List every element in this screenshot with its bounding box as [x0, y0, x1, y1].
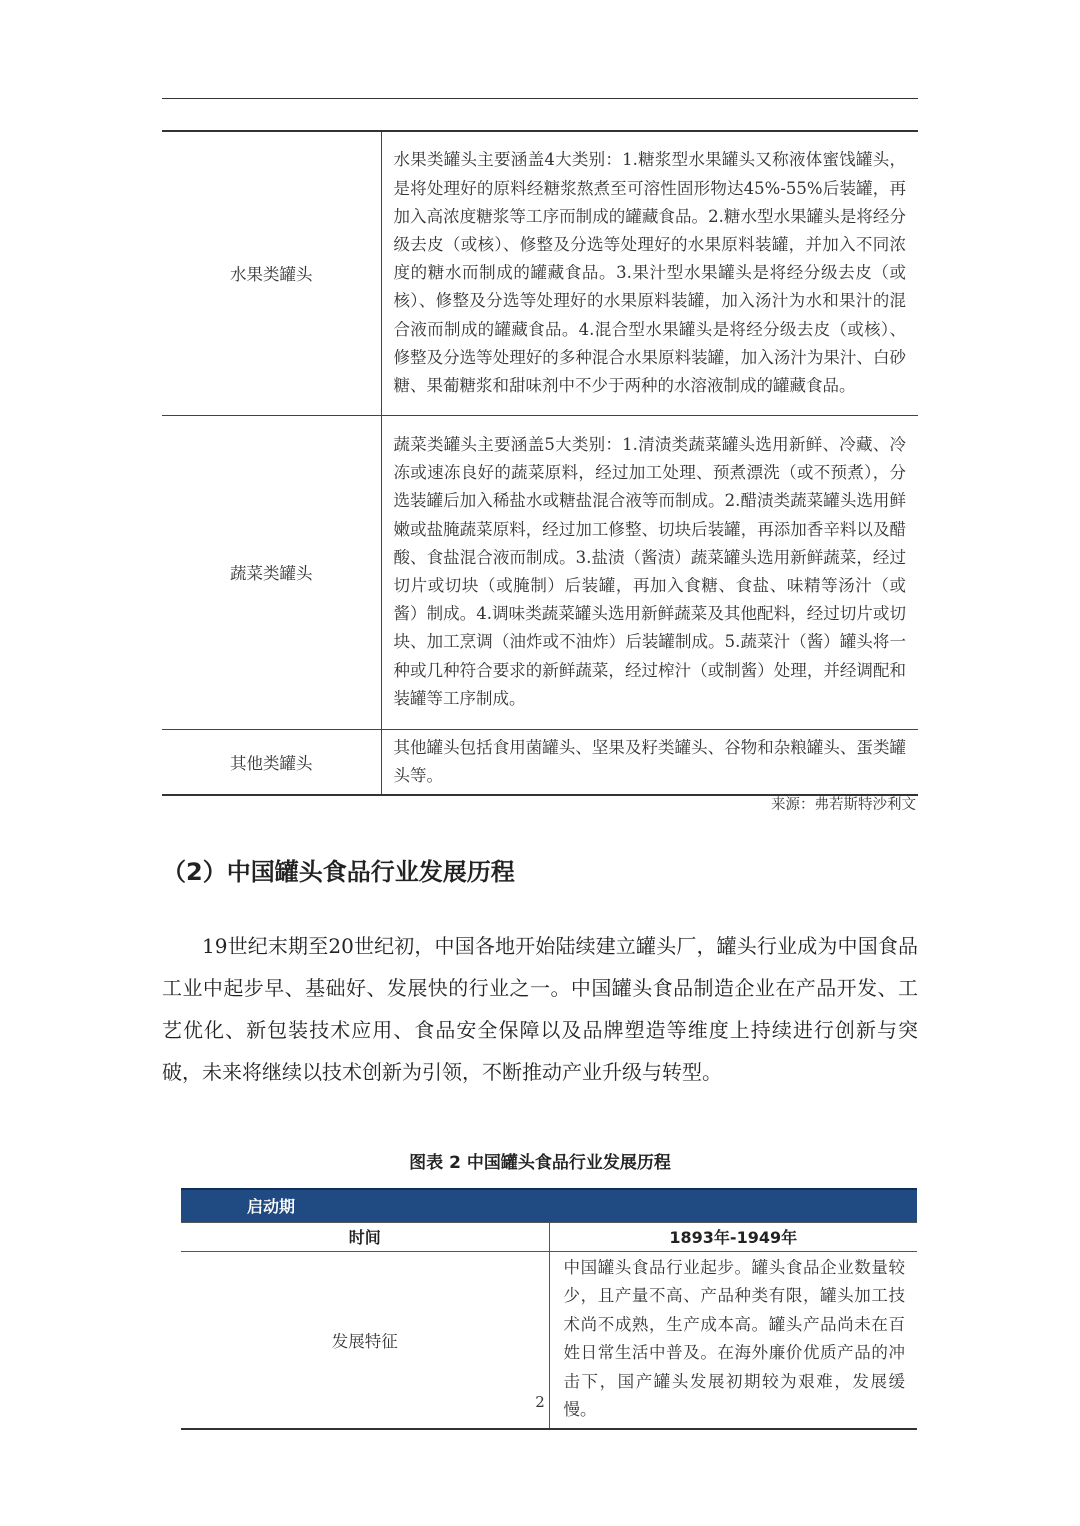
time-label: 时间: [181, 1222, 549, 1251]
category-cell: 其他类罐头: [162, 729, 381, 795]
table-source: 来源：弗若斯特沙利文: [771, 797, 916, 813]
page-number: 2: [535, 1393, 545, 1411]
time-value: 1893年-1949年: [549, 1222, 917, 1251]
header-rule: [162, 98, 918, 99]
description-cell: 蔬菜类罐头主要涵盖5大类别：1.清渍类蔬菜罐头选用新鲜、冷藏、冷冻或速冻良好的蔬菜原料，经过加工处理、预煮漂洗（或不预煮），分选装罐后加入稀盐水或糖盐混合液等而制成。2.醋渍类蔬菜罐头选用鲜嫩或盐腌蔬菜原料，经过加工修整、切块后装罐，再添加香辛料以及醋酸、食盐混合液而制成。3.盐渍（酱渍）蔬菜罐头选用新鲜蔬菜，经过切片或切块（或腌制）后装罐，再加入食糖、食盐、味精等汤汁（或酱）制成。4.调味类蔬菜罐头选用新鲜蔬菜及其他配料，经过切片或切块、加工烹调（油炸或不油炸）后装罐制成。5.蔬菜汁（酱）罐头将一种或几种符合要求的新鲜蔬菜，经过榨汁（或制酱）处理，并经调配和装罐等工序制成。: [381, 415, 918, 729]
table-row: [162, 415, 918, 729]
figure-caption: 图表 2 中国罐头食品行业发展历程: [409, 1153, 671, 1173]
section-heading: （2）中国罐头食品行业发展历程: [162, 858, 515, 886]
description-cell: 水果类罐头主要涵盖4大类别：1.糖浆型水果罐头又称液体蜜饯罐头，是将处理好的原料经糖浆熬煮至可溶性固形物达45%-55%后装罐，再加入高浓度糖浆等工序而制成的罐藏食品。2.糖水型水果罐头是将经分级去皮（或核）、修整及分选等处理好的水果原料装罐，并加入不同浓度的糖水而制成的罐藏食品。3.果汁型水果罐头是将经分级去皮（或核）、修整及分选等处理好的水果原料装罐，加入汤汁为水和果汁的混合液而制成的罐藏食品。4.混合型水果罐头是将经分级去皮（或核）、修整及分选等处理好的多种混合水果原料装罐，加入汤汁为果汁、白砂糖、果葡糖浆和甜味剂中不少于两种的水溶液制成的罐藏食品。: [381, 131, 918, 415]
table-row: [162, 729, 918, 795]
table-row: [162, 131, 918, 415]
feature-value: 中国罐头食品行业起步。罐头食品企业数量较少，且产量不高、产品种类有限，罐头加工技术尚不成熟，生产成本高。罐头产品尚未在百姓日常生活中普及。在海外廉价优质产品的冲击下，国产罐头发展初期较为艰难，发展缓慢。: [549, 1251, 917, 1429]
category-cell: 蔬菜类罐头: [162, 415, 381, 729]
canned-types-table: [162, 130, 918, 796]
description-cell: 其他罐头包括食用菌罐头、坚果及籽类罐头、谷物和杂粮罐头、蛋类罐头等。: [381, 729, 918, 795]
category-cell: 水果类罐头: [162, 131, 381, 415]
phase-label: 启动期: [181, 1189, 917, 1222]
body-paragraph: 19世纪末期至20世纪初，中国各地开始陆续建立罐头厂，罐头行业成为中国食品工业中起步早、基础好、发展快的行业之一。中国罐头食品制造企业在产品开发、工艺优化、新包装技术应用、食品安全保障以及品牌塑造等维度上持续进行创新与突破，未来将继续以技术创新为引领，不断推动产业升级与转型。: [162, 934, 918, 1084]
time-row: [181, 1222, 917, 1251]
phase-header-row: [181, 1189, 917, 1222]
feature-label: 发展特征: [181, 1251, 549, 1429]
